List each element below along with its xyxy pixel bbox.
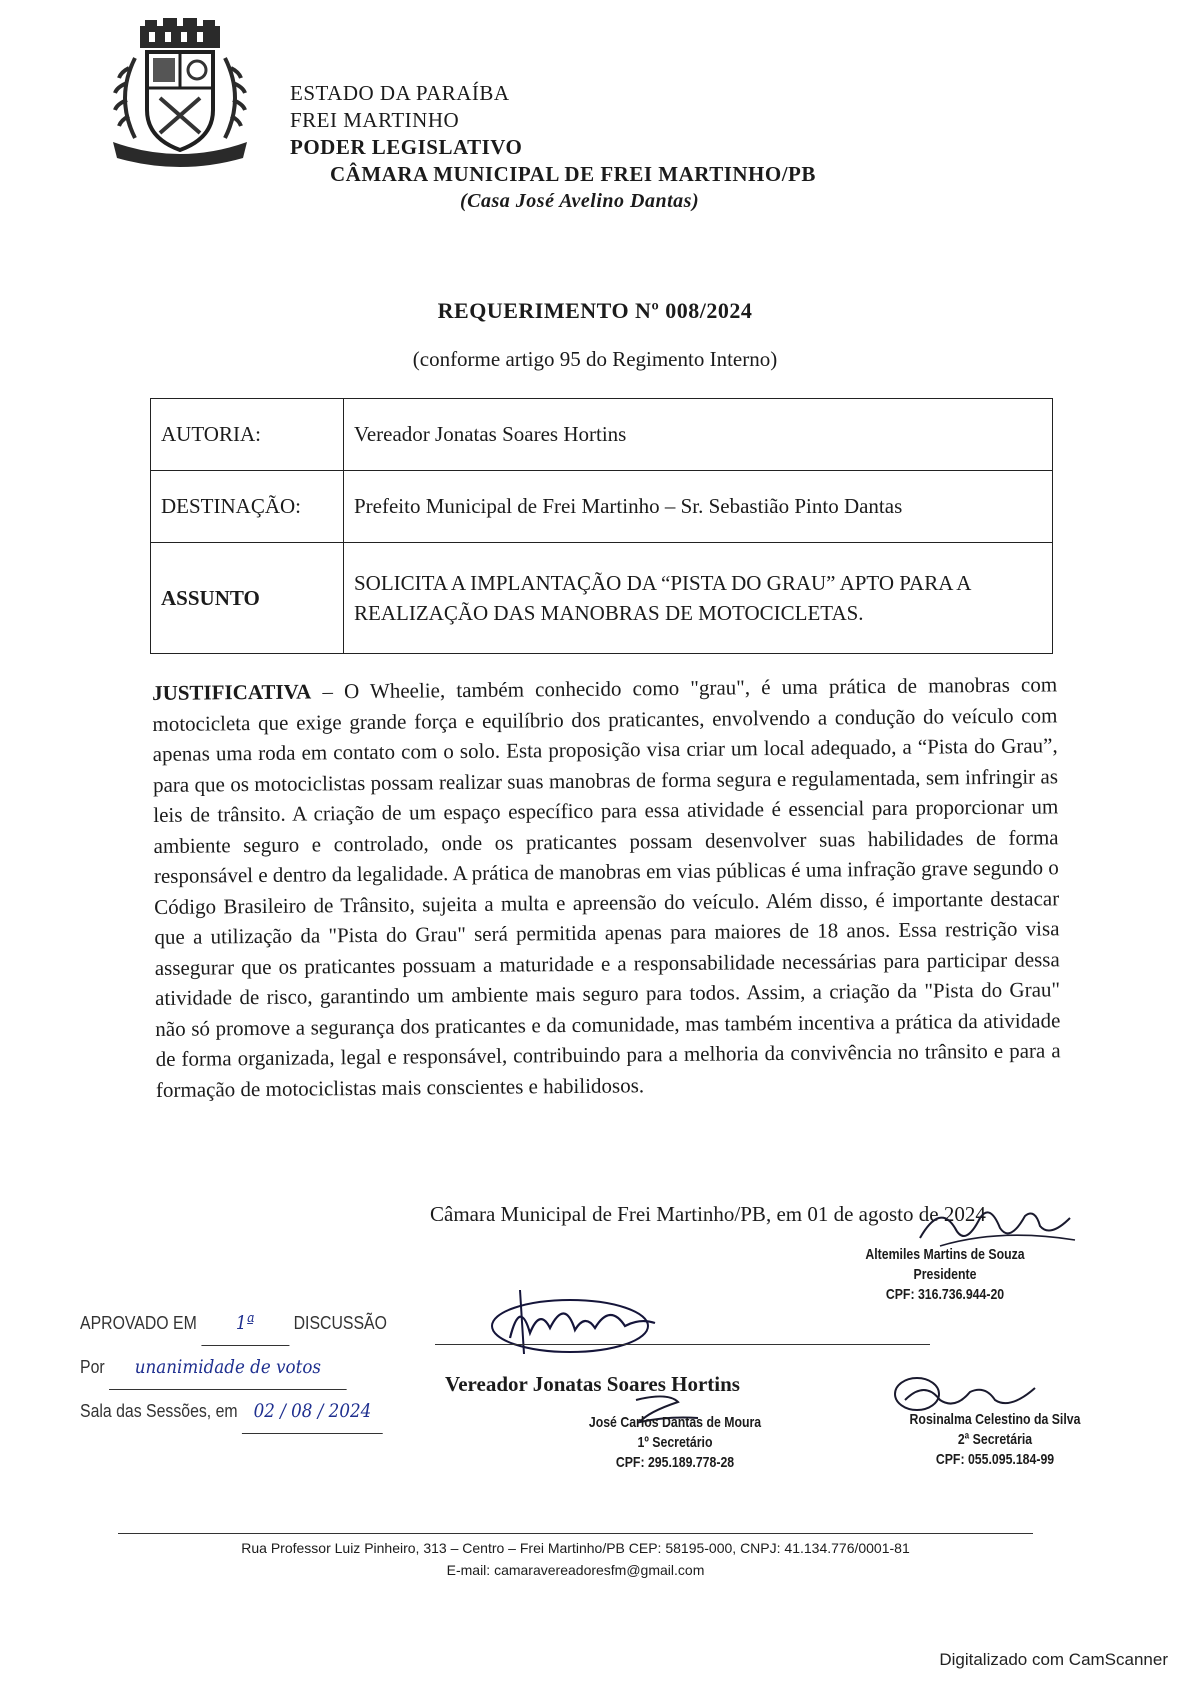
table-row [151, 399, 1053, 471]
stamp-by-row [80, 1346, 387, 1390]
first-secretary-cpf: CPF: 295.189.778-28 [615, 1454, 735, 1471]
president-signature-block [855, 1245, 1035, 1305]
second-secretary-cpf: CPF: 055.095.184-99 [935, 1451, 1055, 1468]
letterhead [290, 80, 816, 215]
author-name: Vereador Jonatas Soares Hortins [445, 1372, 740, 1396]
scanner-watermark: Digitalizado com CamScanner [939, 1650, 1168, 1669]
footer-divider [118, 1533, 1033, 1534]
president-role: Presidente [913, 1266, 977, 1283]
author-signature-icon [490, 1288, 670, 1358]
house-name: (Casa José Avelino Dantas) [460, 190, 700, 212]
stamp-by-label: Por [80, 1357, 105, 1377]
first-secretary-role: 1º Secretário [637, 1434, 713, 1451]
row-value: Prefeito Municipal de Frei Martinho – Sr. Sebastião Pinto Dantas [344, 471, 1053, 543]
city-name: FREI MARTINHO [290, 108, 460, 132]
place-and-date: Câmara Municipal de Frei Martinho/PB, em 01 de agosto de 2024 [430, 1202, 986, 1226]
stamp-by-value: unanimidade de votos [134, 1356, 321, 1378]
document-title: REQUERIMENTO Nº 008/2024 [437, 298, 753, 323]
first-secretary-name: José Carlos Dantas de Moura [588, 1414, 762, 1431]
stamp-session-date: 02 / 08 / 2024 [253, 1400, 372, 1422]
stamp-session-row [80, 1390, 387, 1434]
footer-email: E-mail: camaravereadoresfm@gmail.com [446, 1562, 705, 1578]
stamp-approved-row [80, 1302, 387, 1346]
row-label: ASSUNTO [151, 543, 344, 654]
author-signature-line [435, 1344, 930, 1345]
row-value: SOLICITA A IMPLANTAÇÃO DA “PISTA DO GRAU” APTO PARA A REALIZAÇÃO DAS MANOBRAS DE MOTOCICLETAS. [344, 543, 1053, 654]
row-label: DESTINAÇÃO: [151, 471, 344, 543]
approval-stamp [80, 1302, 387, 1434]
municipal-coat-of-arms-icon [105, 18, 255, 168]
justification-label: JUSTIFICATIVA [152, 679, 312, 705]
state-name: ESTADO DA PARAÍBA [290, 81, 510, 105]
table-row [151, 543, 1053, 654]
request-info-table [150, 398, 1053, 654]
second-secretary-role: 2ª Secretária [957, 1431, 1033, 1448]
row-label: AUTORIA: [151, 399, 344, 471]
president-name: Altemiles Martins de Souza [865, 1246, 1025, 1263]
footer-address: Rua Professor Luiz Pinheiro, 313 – Centro – Frei Martinho/PB CEP: 58195-000, CNPJ: 41.134.776/0001-81 [241, 1540, 910, 1556]
chamber-name: CÂMARA MUNICIPAL DE FREI MARTINHO/PB [330, 162, 816, 186]
justification-text: – O Wheelie, também conhecido como "grau", é uma prática de manobras com motocicleta que exige grande força e equilíbrio dos praticantes, envolvendo a condução do veículo com apenas uma roda em contato com o solo. Esta proposição visa criar um local adequado, a “Pista do Grau”, para que os motociclistas possam realizar suas manobras de forma segura e regulamentada, sem infringir as leis de trânsito. A criação de um espaço específico para essa atividade é essencial para proporcionar um ambiente seguro e controlado, onde os praticantes possam desenvolver suas habilidades de forma responsável e dentro da legalidade. A prática de manobras em vias públicas é uma infração grave segundo o Código Brasileiro de Trânsito, sujeita a multa e apreensão do veículo. Além disso, é importante destacar que a utilização da "Pista do Grau" será permitida apenas para maiores de 18 anos. Essa restrição visa assegurar que os praticantes possuam a maturidade e a responsabilidade necessárias para participar dessa atividade de risco, garantindo um ambiente mais seguro para todos. Assim, a criação da "Pista do Grau" não só promove a segurança dos praticantes e da comunidade, mas também incentiva a prática da atividade de forma organizada, legal e responsável, contribuindo para a melhoria da convivência no trânsito e para a formação de motociclistas mais conscientes e habilidosos. [152, 672, 1061, 1102]
document-subtitle: (conforme artigo 95 do Regimento Interno) [412, 347, 778, 371]
president-cpf: CPF: 316.736.944-20 [885, 1286, 1005, 1303]
table-row [151, 471, 1053, 543]
stamp-approved-label: APROVADO EM [80, 1313, 197, 1333]
power-name: PODER LEGISLATIVO [290, 135, 523, 159]
second-secretary-signature-block [888, 1410, 1101, 1470]
stamp-discussion-label: DISCUSSÃO [293, 1313, 387, 1333]
row-value: Vereador Jonatas Soares Hortins [344, 399, 1053, 471]
justification-paragraph [152, 669, 1061, 1105]
first-secretary-signature-block [577, 1413, 774, 1473]
stamp-approved-value: 1ª [235, 1312, 255, 1334]
stamp-session-label: Sala das Sessões, em [80, 1401, 238, 1421]
second-secretary-name: Rosinalma Celestino da Silva [909, 1411, 1081, 1428]
